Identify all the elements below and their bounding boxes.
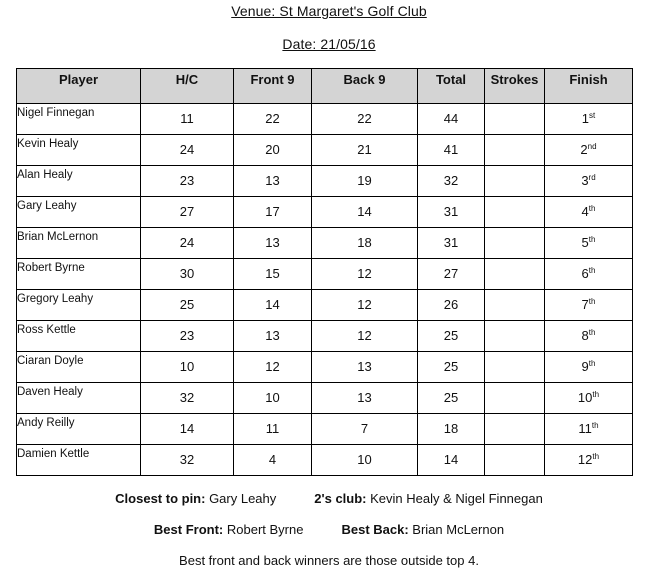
- total-cell: 27: [418, 259, 485, 290]
- total-cell: 32: [418, 166, 485, 197]
- front9-cell: 13: [234, 321, 312, 352]
- handicap-cell: 32: [141, 445, 234, 476]
- table-row: [17, 383, 633, 414]
- strokes-cell: [485, 445, 545, 476]
- finish-cell: [545, 383, 633, 414]
- player-cell: Andy Reilly: [17, 414, 141, 445]
- handicap-cell: 11: [141, 104, 234, 135]
- finish-suffix: th: [588, 266, 596, 275]
- finish-position: 1: [581, 111, 589, 126]
- handicap-cell: 14: [141, 414, 234, 445]
- results-table: [16, 68, 633, 476]
- front9-cell: 14: [234, 290, 312, 321]
- finish-cell: [545, 166, 633, 197]
- finish-position: 12: [577, 452, 593, 467]
- finish-suffix: th: [592, 390, 600, 399]
- strokes-cell: [485, 414, 545, 445]
- finish-cell: [545, 414, 633, 445]
- finish-position: 9: [581, 359, 589, 374]
- player-cell: Gary Leahy: [17, 197, 141, 228]
- finish-cell: [545, 228, 633, 259]
- handicap-cell: 10: [141, 352, 234, 383]
- handicap-cell: 24: [141, 135, 234, 166]
- handicap-cell: 27: [141, 197, 234, 228]
- finish-suffix: th: [588, 204, 596, 213]
- finish-suffix: st: [589, 111, 596, 120]
- column-header: Back 9: [312, 69, 418, 104]
- total-cell: 31: [418, 228, 485, 259]
- column-header: Player: [17, 69, 141, 104]
- closest-to-pin-value: Gary Leahy: [205, 491, 277, 506]
- back9-cell: 10: [312, 445, 418, 476]
- front9-cell: 4: [234, 445, 312, 476]
- footer-note: Best front and back winners are those outside top 4.: [179, 553, 479, 568]
- player-cell: Gregory Leahy: [17, 290, 141, 321]
- best-back-value: Brian McLernon: [408, 522, 505, 537]
- date-heading: [0, 36, 658, 52]
- total-cell: 44: [418, 104, 485, 135]
- strokes-cell: [485, 135, 545, 166]
- column-header: Finish: [545, 69, 633, 104]
- total-cell: 31: [418, 197, 485, 228]
- table-row: [17, 259, 633, 290]
- column-header: Total: [418, 69, 485, 104]
- player-cell: Brian McLernon: [17, 228, 141, 259]
- finish-suffix: rd: [588, 173, 596, 182]
- front9-cell: 13: [234, 166, 312, 197]
- table-row: [17, 445, 633, 476]
- handicap-cell: 23: [141, 321, 234, 352]
- strokes-cell: [485, 352, 545, 383]
- table-row: [17, 321, 633, 352]
- front9-cell: 17: [234, 197, 312, 228]
- finish-cell: [545, 104, 633, 135]
- twos-club-label: 2's club:: [314, 491, 367, 506]
- back9-cell: 7: [312, 414, 418, 445]
- finish-position: 6: [581, 266, 589, 281]
- total-cell: 18: [418, 414, 485, 445]
- handicap-cell: 30: [141, 259, 234, 290]
- finish-position: 5: [581, 235, 589, 250]
- front9-cell: 10: [234, 383, 312, 414]
- strokes-cell: [485, 259, 545, 290]
- table-row: [17, 290, 633, 321]
- front9-cell: 22: [234, 104, 312, 135]
- finish-cell: [545, 259, 633, 290]
- best-back-label: Best Back:: [341, 522, 409, 537]
- total-cell: 25: [418, 383, 485, 414]
- total-cell: 25: [418, 352, 485, 383]
- handicap-cell: 25: [141, 290, 234, 321]
- finish-cell: [545, 135, 633, 166]
- table-row: [17, 352, 633, 383]
- finish-position: 10: [577, 390, 593, 405]
- back9-cell: 19: [312, 166, 418, 197]
- finish-cell: [545, 445, 633, 476]
- strokes-cell: [485, 197, 545, 228]
- finish-position: 8: [581, 328, 589, 343]
- finish-suffix: th: [588, 297, 596, 306]
- footer-awards-line-2: [0, 522, 658, 537]
- front9-cell: 15: [234, 259, 312, 290]
- table-row: [17, 104, 633, 135]
- player-cell: Alan Healy: [17, 166, 141, 197]
- player-cell: Kevin Healy: [17, 135, 141, 166]
- handicap-cell: 23: [141, 166, 234, 197]
- table-row: [17, 197, 633, 228]
- column-header: Front 9: [234, 69, 312, 104]
- column-header: H/C: [141, 69, 234, 104]
- twos-club-value: Kevin Healy & Nigel Finnegan: [366, 491, 543, 506]
- finish-suffix: th: [588, 328, 596, 337]
- footer-awards-line-1: [0, 491, 658, 506]
- player-cell: Daven Healy: [17, 383, 141, 414]
- table-row: [17, 228, 633, 259]
- total-cell: 14: [418, 445, 485, 476]
- table-row: [17, 166, 633, 197]
- player-cell: Nigel Finnegan: [17, 104, 141, 135]
- best-front-value: Robert Byrne: [223, 522, 304, 537]
- finish-cell: [545, 321, 633, 352]
- finish-suffix: th: [592, 452, 600, 461]
- back9-cell: 12: [312, 321, 418, 352]
- finish-cell: [545, 352, 633, 383]
- date-text: Date: 21/05/16: [282, 36, 376, 52]
- finish-position: 7: [581, 297, 589, 312]
- handicap-cell: 24: [141, 228, 234, 259]
- strokes-cell: [485, 104, 545, 135]
- column-header: Strokes: [485, 69, 545, 104]
- results-table-header: [17, 69, 633, 104]
- back9-cell: 18: [312, 228, 418, 259]
- venue-text: Venue: St Margaret's Golf Club: [231, 3, 427, 19]
- closest-to-pin-label: Closest to pin:: [115, 491, 206, 506]
- strokes-cell: [485, 321, 545, 352]
- finish-suffix: th: [588, 359, 596, 368]
- back9-cell: 12: [312, 259, 418, 290]
- header-row: [17, 69, 633, 104]
- finish-cell: [545, 290, 633, 321]
- front9-cell: 13: [234, 228, 312, 259]
- player-cell: Damien Kettle: [17, 445, 141, 476]
- front9-cell: 12: [234, 352, 312, 383]
- finish-position: 3: [581, 173, 589, 188]
- best-front-label: Best Front:: [153, 522, 224, 537]
- back9-cell: 13: [312, 352, 418, 383]
- total-cell: 25: [418, 321, 485, 352]
- handicap-cell: 32: [141, 383, 234, 414]
- finish-suffix: th: [588, 235, 596, 244]
- venue-heading: [0, 3, 658, 19]
- total-cell: 41: [418, 135, 485, 166]
- strokes-cell: [485, 383, 545, 414]
- total-cell: 26: [418, 290, 485, 321]
- front9-cell: 20: [234, 135, 312, 166]
- finish-position: 4: [581, 204, 589, 219]
- finish-cell: [545, 197, 633, 228]
- finish-suffix: th: [591, 421, 599, 430]
- table-row: [17, 414, 633, 445]
- strokes-cell: [485, 290, 545, 321]
- finish-position: 11: [578, 421, 592, 436]
- player-cell: Ross Kettle: [17, 321, 141, 352]
- back9-cell: 12: [312, 290, 418, 321]
- back9-cell: 14: [312, 197, 418, 228]
- player-cell: Robert Byrne: [17, 259, 141, 290]
- strokes-cell: [485, 166, 545, 197]
- finish-suffix: nd: [587, 142, 597, 151]
- back9-cell: 21: [312, 135, 418, 166]
- finish-position: 2: [580, 142, 588, 157]
- strokes-cell: [485, 228, 545, 259]
- front9-cell: 11: [234, 414, 312, 445]
- results-table-body: [17, 104, 633, 476]
- back9-cell: 22: [312, 104, 418, 135]
- player-cell: Ciaran Doyle: [17, 352, 141, 383]
- table-row: [17, 135, 633, 166]
- back9-cell: 13: [312, 383, 418, 414]
